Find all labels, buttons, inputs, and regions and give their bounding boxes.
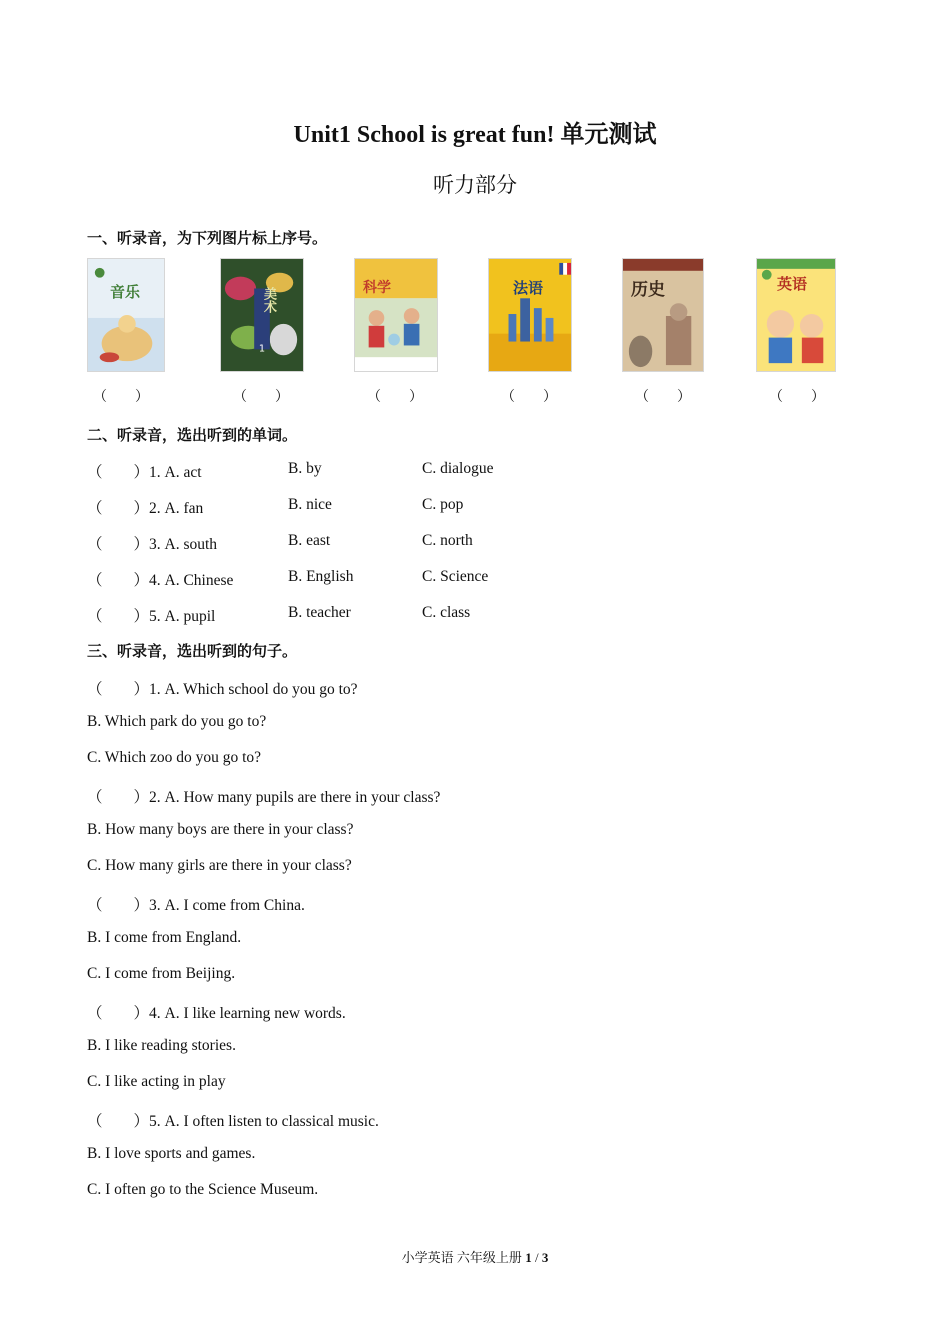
footer-label: 小学英语 六年级上册 <box>401 1250 522 1265</box>
word-item-stem: （ ）1. A. act <box>87 464 202 481</box>
word-option-b: B. east <box>288 532 331 549</box>
sentence-option-c: C. I come from Beijing. <box>87 965 236 982</box>
word-option-b: B. teacher <box>288 604 351 621</box>
footer-page-total: 3 <box>541 1250 549 1265</box>
word-item-stem: （ ）5. A. pupil <box>87 608 216 625</box>
cover-answer-blank[interactable]: （ ） <box>93 390 149 405</box>
sentence-option-b: B. I like reading stories. <box>87 1037 236 1054</box>
word-option-c: C. class <box>422 604 471 621</box>
page-subtitle: 听力部分 <box>433 173 517 197</box>
footer-page-number: 1 <box>525 1250 532 1265</box>
word-option-c: C. pop <box>422 496 464 513</box>
section-2-heading: 二、听录音，选出听到的单词。 <box>87 428 298 444</box>
cover-answer-blank[interactable]: （ ） <box>233 390 289 405</box>
cover-answer-blank[interactable]: （ ） <box>367 390 423 405</box>
art-textbook-cover: 1 美术 <box>220 258 304 372</box>
sentence-option-a: （ ）3. A. I come from China. <box>87 897 305 914</box>
sentence-option-b: B. Which park do you go to? <box>87 713 267 730</box>
word-option-c: C. Science <box>422 568 489 585</box>
word-item-stem: （ ）4. A. Chinese <box>87 572 234 589</box>
page-footer <box>0 1247 950 1266</box>
sentence-option-a: （ ）5. A. I often listen to classical music. <box>87 1113 379 1130</box>
french-textbook-cover: 法语 <box>488 258 572 372</box>
sentence-option-c: C. I like acting in play <box>87 1073 226 1090</box>
history-textbook-cover: 历史 <box>622 258 704 372</box>
sentence-option-b: B. I come from England. <box>87 929 242 946</box>
sentence-option-c: C. How many girls are there in your class? <box>87 857 352 874</box>
svg-text:1: 1 <box>258 343 266 355</box>
word-option-b: B. by <box>288 460 322 477</box>
word-option-c: C. dialogue <box>422 460 494 477</box>
science-textbook-cover: 科学 <box>354 258 438 372</box>
word-item-stem: （ ）2. A. fan <box>87 500 204 517</box>
music-textbook-cover: 音乐 <box>87 258 165 372</box>
english-textbook-cover: 英语 <box>756 258 836 372</box>
word-item-stem: （ ）3. A. south <box>87 536 218 553</box>
sentence-option-b: B. How many boys are there in your class? <box>87 821 354 838</box>
sentence-option-c: C. Which zoo do you go to? <box>87 749 262 766</box>
section-1-heading: 一、听录音，为下列图片标上序号。 <box>87 231 328 247</box>
word-option-c: C. north <box>422 532 473 549</box>
sentence-option-c: C. I often go to the Science Museum. <box>87 1181 319 1198</box>
word-option-b: B. English <box>288 568 354 585</box>
sentence-option-a: （ ）1. A. Which school do you go to? <box>87 681 358 698</box>
sentence-option-a: （ ）4. A. I like learning new words. <box>87 1005 346 1022</box>
cover-answer-blank[interactable]: （ ） <box>635 390 691 405</box>
cover-answer-blank[interactable]: （ ） <box>769 390 825 405</box>
word-option-b: B. nice <box>288 496 332 513</box>
cover-answer-blank[interactable]: （ ） <box>501 390 557 405</box>
sentence-option-b: B. I love sports and games. <box>87 1145 256 1162</box>
page-title: Unit1 School is great fun! 单元测试 <box>293 122 657 148</box>
section-3-heading: 三、听录音，选出听到的句子。 <box>87 644 298 660</box>
footer-separator: / <box>531 1250 542 1265</box>
sentence-option-a: （ ）2. A. How many pupils are there in your class? <box>87 789 441 806</box>
